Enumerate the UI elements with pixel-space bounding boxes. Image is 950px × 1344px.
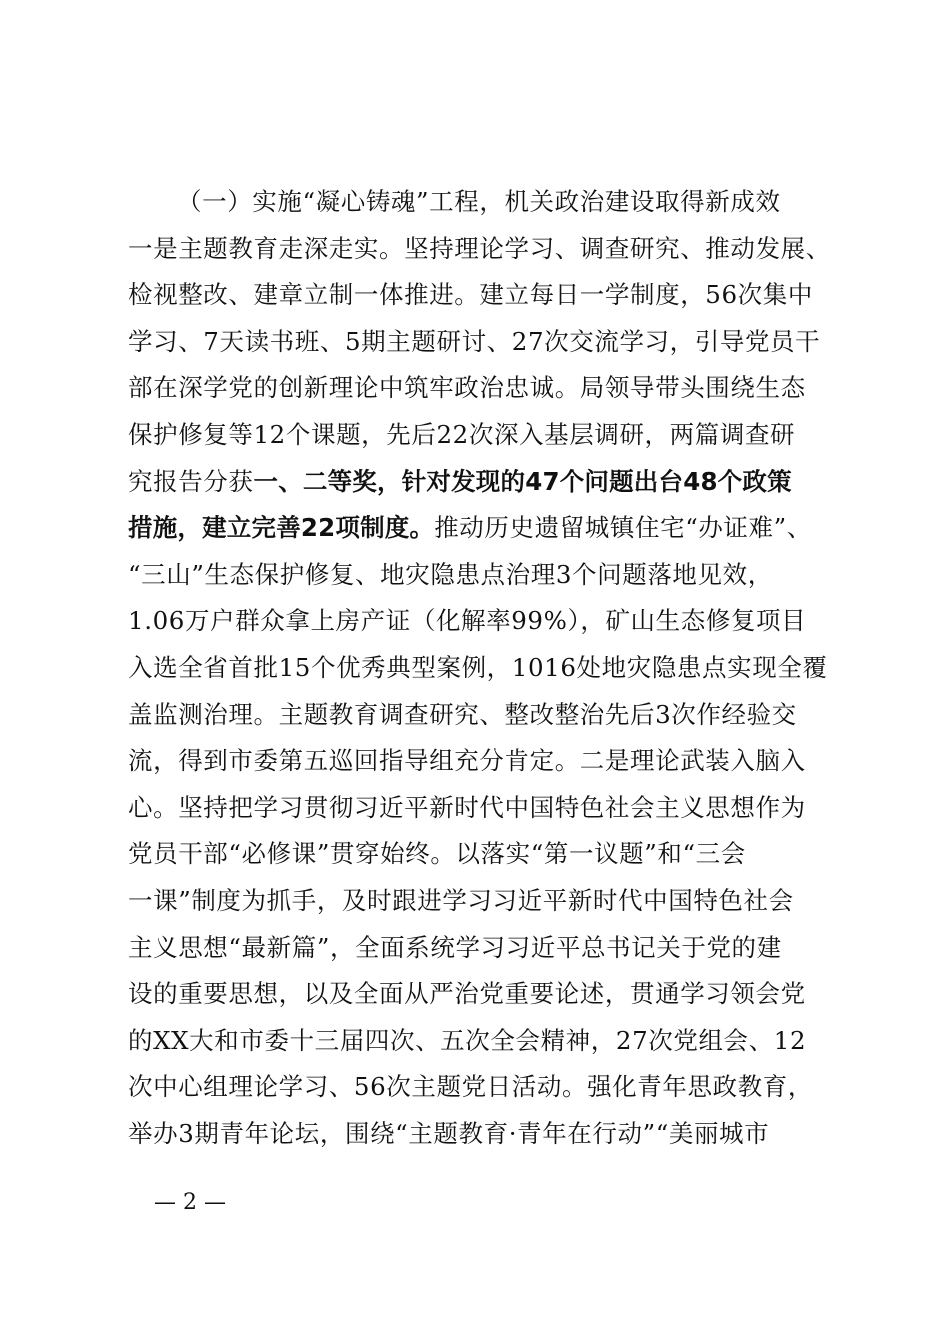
paragraph-line: 流，得到市委第五巡回指导组充分肯定。二是理论武装入脑入 [128, 746, 806, 776]
paragraph-text: 究报告分获 [128, 466, 254, 496]
paragraph-line: 设的重要思想，以及全面从严治党重要论述，贯通学习领会党 [128, 979, 806, 1009]
paragraph-line: 党员干部“必修课”贯穿始终。以落实“第一议题”和“三会 [128, 839, 746, 869]
bold-text: 措施，建立完善22项制度。 [128, 513, 435, 543]
paragraph-line: 学习、7天读书班、5期主题研讨、27次交流学习，引导党员干 [128, 326, 821, 356]
paragraph-line [128, 505, 838, 552]
paragraph-line: 入选全省首批15个优秀典型案例，1016处地灾隐患点实现全覆 [128, 652, 828, 682]
paragraph-text: 推动历史遗留城镇住宅“办证难”、 [434, 513, 812, 543]
paragraph-line: 1.06万户群众拿上房产证（化解率99%），矿山生态修复项目 [128, 606, 807, 636]
paragraph-line: 盖监测治理。主题教育调查研究、整改整治先后3次作经验交 [128, 699, 797, 729]
paragraph-line: 部在深学党的创新理论中筑牢政治忠诚。局领导带头围绕生态 [128, 373, 806, 403]
section-heading: （一）实施“凝心铸魂”工程，机关政治建设取得新成效 [177, 187, 781, 216]
paragraph-line: 举办3期青年论坛，围绕“主题教育·青年在行动”“美丽城市 [128, 1118, 770, 1148]
bold-text: 一、二等奖，针对发现的47个问题出台48个政策 [253, 466, 792, 496]
paragraph-line: 的XX大和市委十三届四次、五次全会精神，27次党组会、12 [128, 1025, 807, 1055]
paragraph-line: 检视整改、建章立制一体推进。建立每日一学制度，56次集中 [128, 280, 813, 310]
page-number: — 2 — [154, 1190, 226, 1215]
body-text [128, 179, 838, 1157]
paragraph-line: 保护修复等12个课题，先后22次深入基层调研，两篇调查研 [128, 419, 796, 449]
paragraph-line [128, 459, 838, 506]
paragraph-line: 一是主题教育走深走实。坚持理论学习、调查研究、推动发展、 [128, 233, 831, 263]
paragraph-line: 一课”制度为抓手，及时跟进学习习近平新时代中国特色社会 [128, 885, 794, 915]
paragraph-line: 次中心组理论学习、56次主题党日活动。强化青年思政教育， [128, 1072, 813, 1102]
paragraph-line: 心。坚持把学习贯彻习近平新时代中国特色社会主义思想作为 [128, 792, 806, 822]
paragraph-line: “三山”生态保护修复、地灾隐患点治理3个问题落地见效， [128, 559, 773, 589]
paragraph-line: 主义思想“最新篇”，全面系统学习习近平总书记关于党的建 [128, 932, 782, 962]
